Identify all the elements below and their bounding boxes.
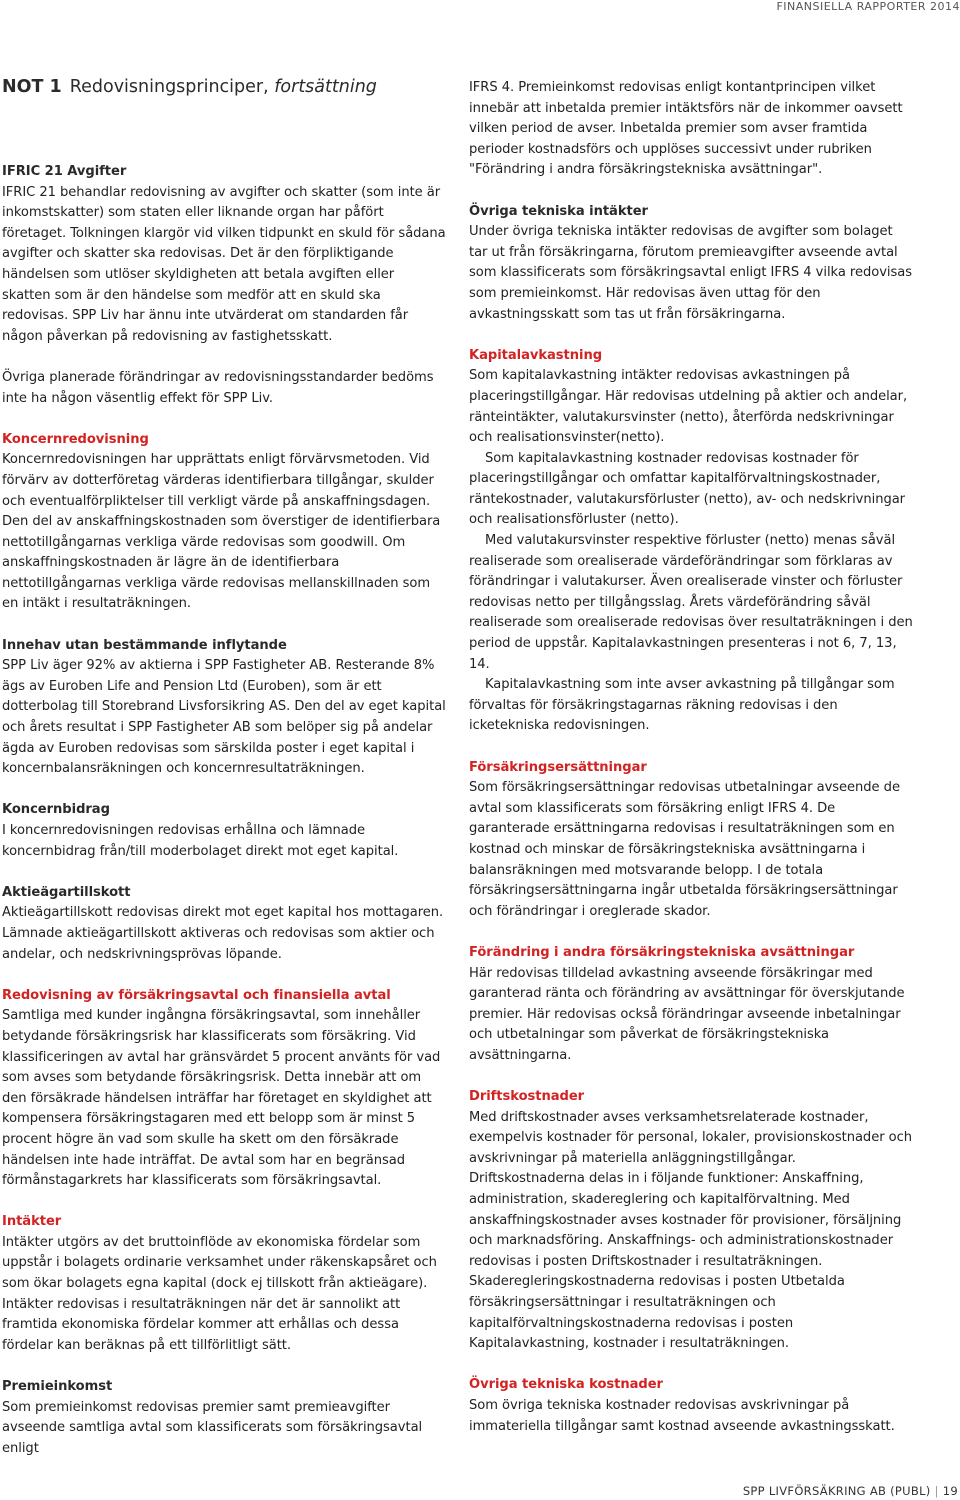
paragraph: Koncernredovisningen har upprättats enligt förvärvsmetoden. Vid förvärv av dotterföretag värderas identifierbara tillgångar, skulder och eventualförpliktelser till verkligt värde på anskaffningsdagen. Den del av anskaffningskostnaden som överstiger de identifierbara nettotillgångarnas verkliga värde redovisas som goodwill. Om anskaffningskostnaden är lägre än de identifierbara nettotillgångarnas verkliga värde redovisas mellanskillnaden som en intäkt i resultaträkningen.	[2, 452, 441, 612]
section	[469, 1087, 915, 1355]
paragraph: IFRIC 21 behandlar redovisning av avgifter och skatter (som inte är inkomstskatter) som staten eller liknande organ har påfört företaget. Tolkningen klargör vid vilken tidpunkt en skuld för sådana avgifter och skatter ska redovisas. Det är den förpliktigande händelsen som utlöser skyldigheten att betala avgiften eller skatten som är den händelse som medför att en skuld ska redovisas. SPP Liv har ännu inte utvärderat om standarden får någon påverkan på redovisning av fastighetsskatt.	[2, 184, 446, 344]
paragraph: Med valutakursvinster respektive förluster (netto) menas såväl realiserade som orealiserade värdeförändringar som förklaras av förändringar i valutakurser. Även orealiserade vinster och förluster redovisas netto per tillgångsslag. Årets värdeförändring såväl realiserade som orealiserade redovisas över resultaträkningen i den period de uppstår. Kapitalavkastningen presenteras i not 6, 7, 13, 14.	[469, 533, 913, 672]
section-heading: Koncernredovisning	[2, 431, 149, 447]
note-title-continuation: fortsättning	[274, 77, 377, 97]
section	[2, 162, 446, 347]
paragraph: IFRS 4. Premieinkomst redovisas enligt kontantprincipen vilket innebär att inbetalda premier intäktsförs när de inkommer oavsett vilken period de avser. Inbetalda premier som avser framtida perioder kostnadsförs och upplöses successivt under rubriken "Förändring i andra försäkringstekniska avsättningar".	[469, 80, 903, 178]
paragraph: Kapitalavkastning som inte avser avkastning på tillgångar som förvaltas för försäkringstagarnas räkning redovisas i den icketekniska redovisningen.	[469, 677, 895, 734]
section-heading: IFRIC 21 Avgifter	[2, 164, 127, 179]
section	[2, 883, 446, 965]
section-heading: Driftskostnader	[469, 1089, 585, 1105]
section-heading: Övriga tekniska kostnader	[469, 1377, 663, 1393]
section-heading: Innehav utan bestämmande inflytande	[2, 637, 287, 653]
note-title-text: Redovisningsprinciper,	[69, 77, 269, 97]
section	[469, 78, 915, 181]
paragraph: Övriga planerade förändringar av redovisningsstandarder bedöms inte ha någon väsentlig effekt för SPP Liv.	[2, 369, 434, 406]
section-heading: Intäkter	[2, 1214, 62, 1230]
running-header: FINANSIELLA RAPPORTER 2014	[776, 0, 960, 13]
paragraph: Med driftskostnader avses verksamhetsrelaterade kostnader, exempelvis kostnader för personal, lokaler, provisionskostnader och avskrivningar på materiella anläggningstillgångar. Driftskostnaderna delas in i följande funktioner: Anskaffning, administration, skadereglering och kapitalförvaltning. Med anskaffningskostnader avses kostnader för provisioner, försäljning och marknadsföring. Anskaffnings- och administrationskostnader redovisas i posten Driftskostnader i resultaträkningen. Skaderegleringskostnaderna redovisas i posten Utbetalda försäkringsersättningar i resultaträkningen och kapitalförvaltningskostnaderna redovisas i posten Kapitalavkastning, kostnader i resultaträkningen.	[469, 1109, 913, 1352]
paragraph: Här redovisas tilldelad avkastning avseende försäkringar med garanterad ränta och förändring av avsättningar för överskjutande premier. Här redovisas också förändringar avseende inbetalningar och utbetalningar som påverkat de försäkringstekniska avsättningarna.	[469, 965, 905, 1063]
section	[2, 1377, 446, 1459]
paragraph: Som premieinkomst redovisas premier samt premieavgifter avseende samtliga avtal som klassificerats som försäkringsavtal enligt	[2, 1399, 423, 1456]
section	[2, 368, 446, 409]
paragraph: Aktieägartillskott redovisas direkt mot eget kapital hos mottagaren. Lämnade aktieägartillskott aktiveras och redovisas som aktier och andelar, och nedskrivningsprövas löpande.	[2, 905, 444, 962]
section	[2, 800, 446, 862]
paragraph: I koncernredovisningen redovisas erhållna och lämnade koncernbidrag från/till moderbolaget direkt mot eget kapital.	[2, 823, 399, 859]
paragraph: Som övriga tekniska kostnader redovisas avskrivningar på immateriella tillgångar samt kostnad avseende avkastningsskatt.	[469, 1398, 895, 1434]
section-heading: Redovisning av försäkringsavtal och finansiella avtal	[2, 987, 391, 1003]
section-heading: Premieinkomst	[2, 1379, 113, 1395]
section	[469, 1375, 915, 1437]
section	[2, 430, 446, 615]
paragraph: Som försäkringsersättningar redovisas utbetalningar avseende de avtal som klassificerats som försäkring enligt IFRS 4. De garanterade ersättningarna redovisas i resultaträkningen som en kostnad och minskar de försäkringstekniska avsättningarna i balansräkningen med motsvarande belopp. I de totala försäkringsersättningarna ingår utbetalda försäkringsersättningar och förändringar i oreglerade skador.	[469, 780, 900, 919]
right-column	[469, 78, 915, 1458]
section-heading: Koncernbidrag	[2, 802, 110, 818]
section	[469, 943, 915, 1067]
paragraph: Samtliga med kunder ingångna försäkringsavtal, som innehåller betydande försäkringsrisk har klassificerats som försäkring. Vid klassificeringen av avtal har gränsvärdet 5 procent använts för vad som avses som betydande försäkringsrisk. Detta innebär att om den försäkrade händelsen inträffar har företaget en skyldighet att kompensera försäkringstagaren med ett belopp som är minst 5 procent högre än vad som skulle ha skett om den försäkrade händelsen inte hade inträffat. De avtal som har en begränsad förmånstagarkrets har klassificerats som försäkringsavtal.	[2, 1008, 441, 1189]
section	[2, 1212, 446, 1356]
section	[469, 346, 915, 737]
footer-separator: |	[934, 1484, 939, 1498]
section-heading: Försäkringsersättningar	[469, 759, 647, 775]
paragraph: Som kapitalavkastning kostnader redovisas kostnader för placeringstillgångar och omfattar kapitalförvaltningskostnader, räntekostnader, valutakursförluster (netto), av- och nedskrivningar och realisationsförluster (netto).	[469, 450, 906, 528]
page-number: 19	[942, 1484, 958, 1498]
paragraph: Som kapitalavkastning intäkter redovisas avkastningen på placeringstillgångar. Här redovisas utdelning på aktier och andelar, ränteintäkter, valutakursvinster (netto), återförda nedskrivningar och realisationsvinster(netto).	[469, 368, 908, 446]
section	[2, 636, 446, 780]
paragraph: SPP Liv äger 92% av aktierna i SPP Fastigheter AB. Resterande 8% ägs av Euroben Life and Pension Ltd (Euroben), som är ett dotterbolag till Storebrand Livsforsikring AS. Den del av eget kapital och årets resultat i SPP Fastigheter AB som belöper sig på andelar ägda av Euroben redovisas som särskilda poster i eget kapital i koncernbalansräkningen och koncernresultaträkningen.	[2, 658, 446, 777]
section	[469, 202, 915, 326]
section-heading: Förändring i andra försäkringstekniska avsättningar	[469, 944, 855, 960]
note-number: NOT 1	[2, 77, 62, 97]
section-heading: Övriga tekniska intäkter	[469, 203, 648, 219]
section	[2, 986, 446, 1192]
paragraph: Intäkter utgörs av det bruttoinflöde av ekonomiska fördelar som uppstår i bolagets ordinarie verksamhet under räkenskapsåret och som ökar bolagets egna kapital (dock ej tillskott från aktieägare). Intäkter redovisas i resultaträkningen när det är sannolikt att framtida ekonomiska fördelar kommer att erhållas och dessa fördelar kan beräknas på ett tillförlitligt sätt.	[2, 1234, 437, 1353]
page-footer	[743, 1484, 958, 1498]
footer-company: SPP LIVFÖRSÄKRING AB (PUBL)	[742, 1484, 931, 1498]
section	[469, 758, 915, 923]
paragraph: Under övriga tekniska intäkter redovisas de avgifter som bolaget tar ut från försäkringarna, förutom premieavgifter avseende avtal som klassificerats som försäkringsavtal enligt IFRS 4 vilka redovisas som premieinkomst. Här redovisas även uttag för den avkastningsskatt som tas ut från försäkringarna.	[469, 224, 913, 322]
note-title	[2, 77, 377, 97]
left-column	[2, 162, 446, 1480]
section-heading: Kapitalavkastning	[469, 347, 603, 363]
section-heading: Aktieägartillskott	[2, 884, 131, 900]
